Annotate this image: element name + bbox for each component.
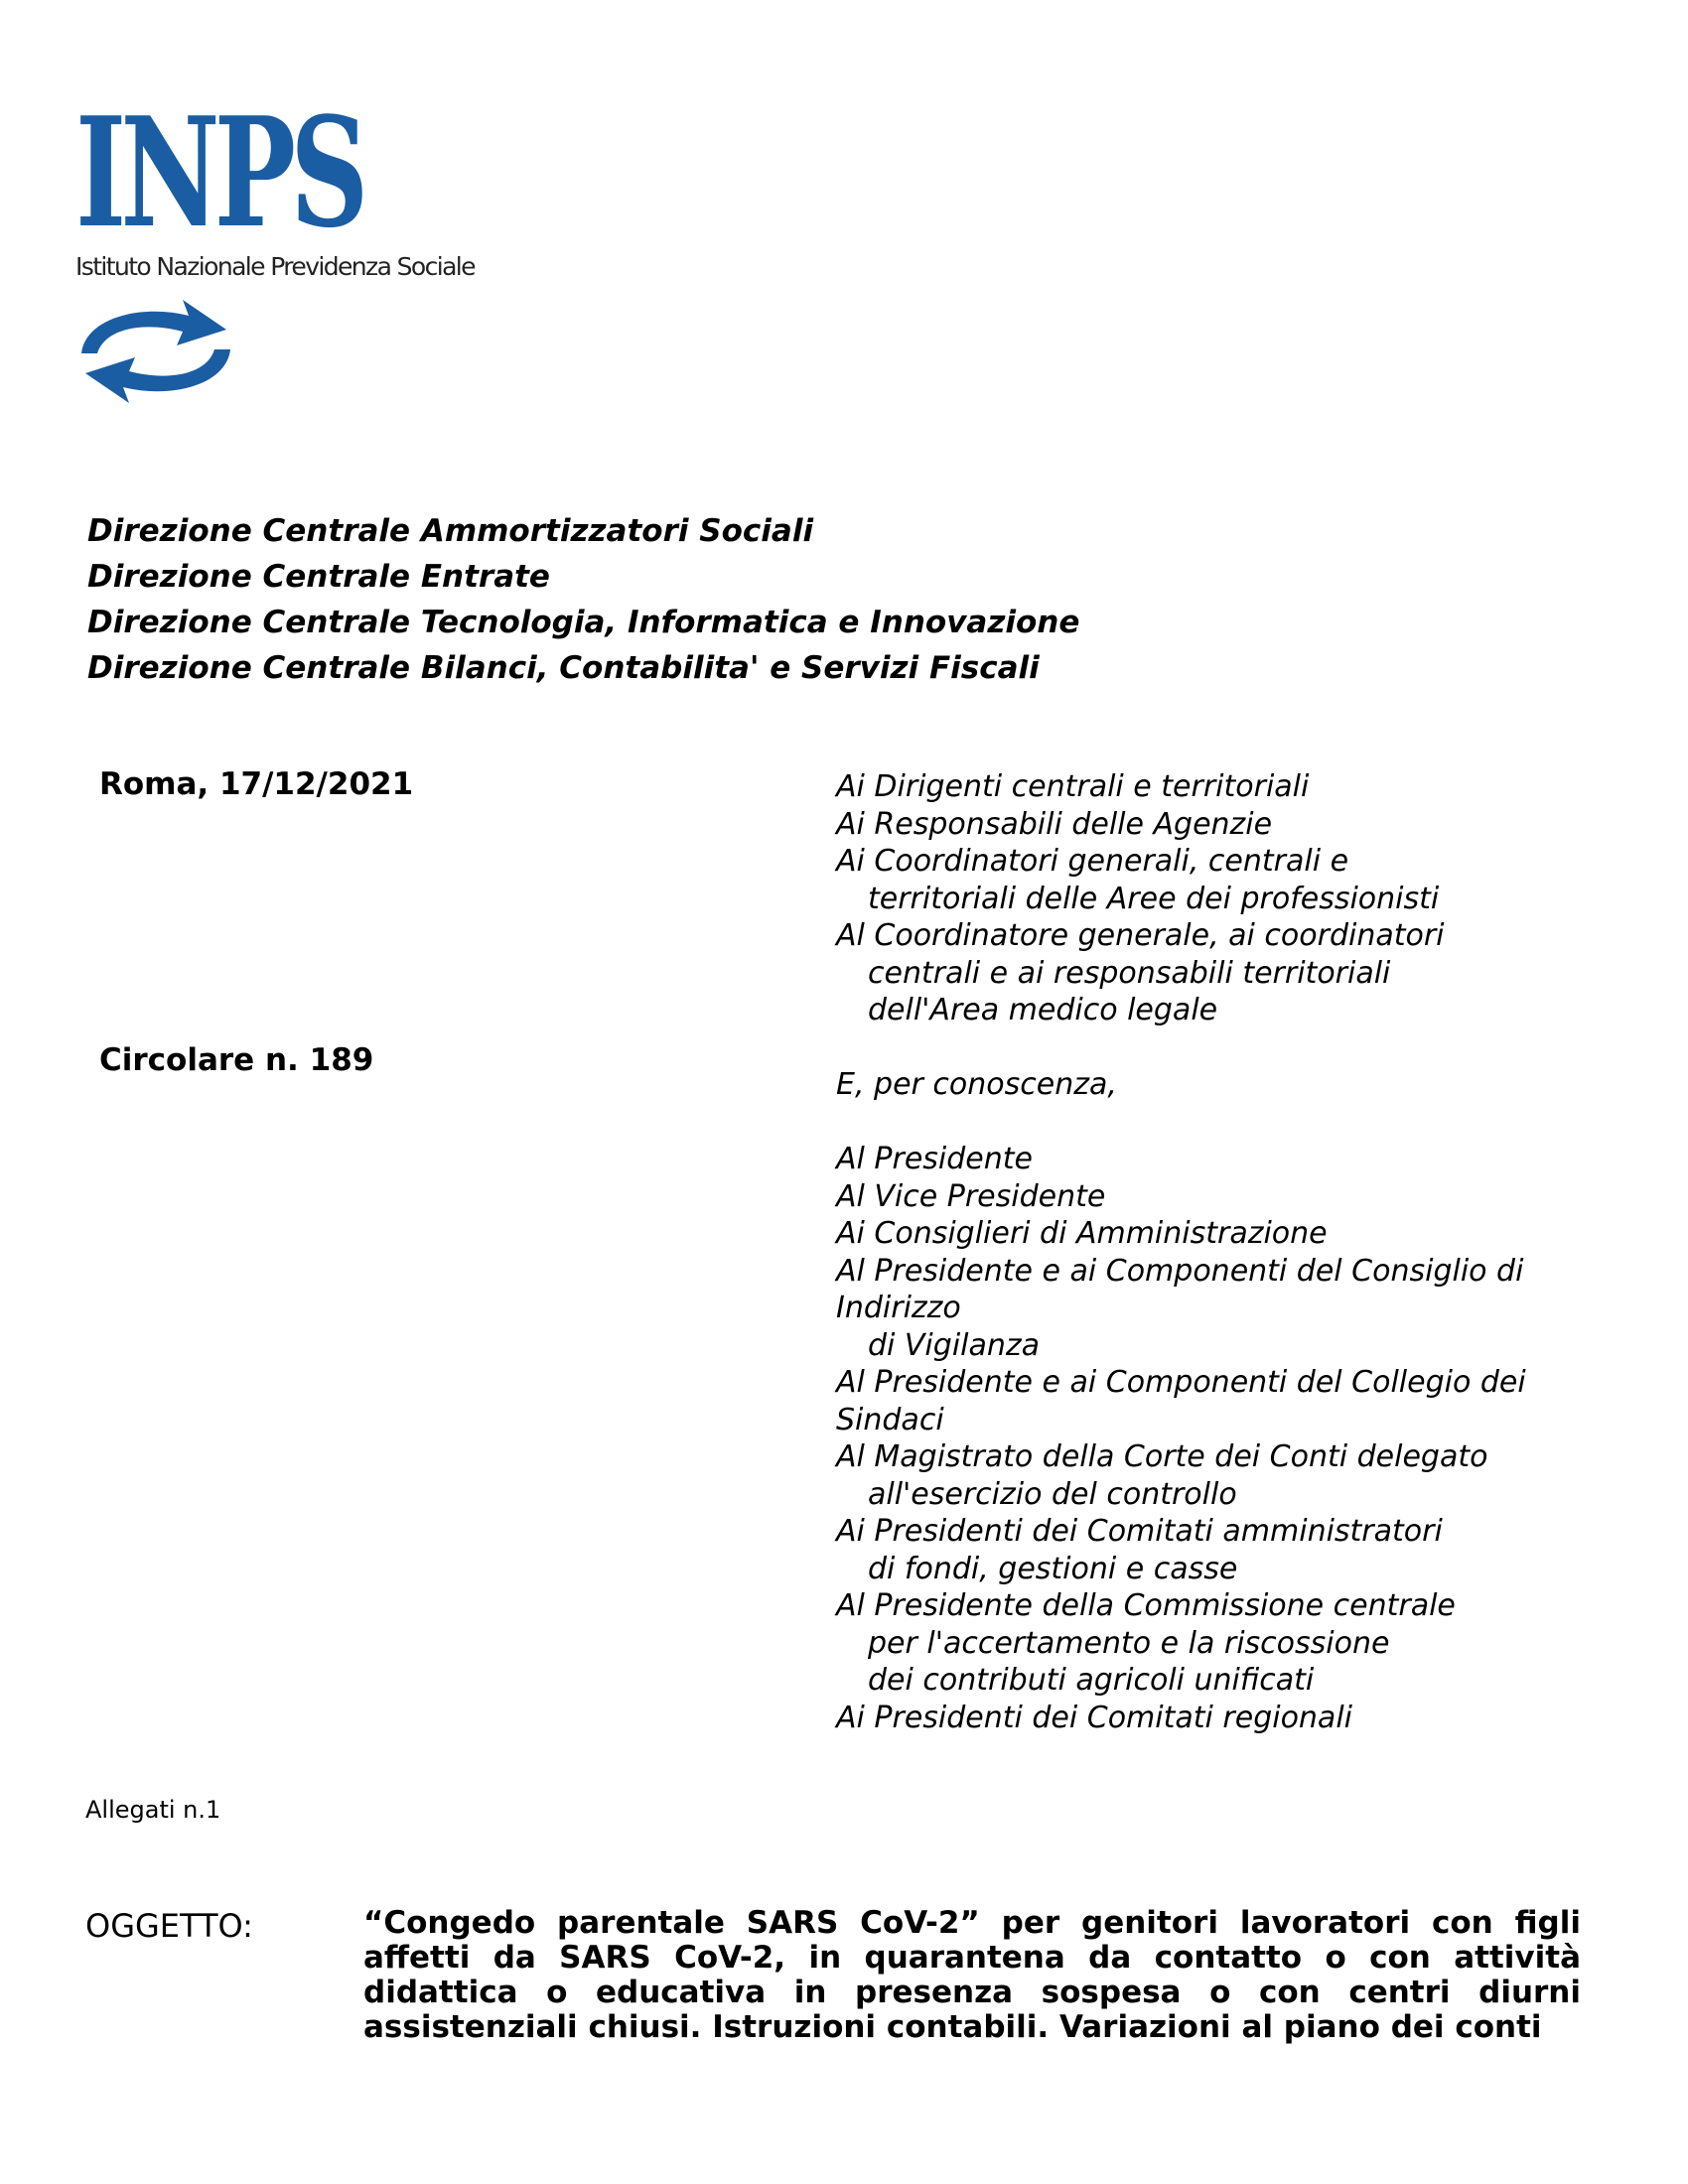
directorate-line: Direzione Centrale Bilanci, Contabilita' e Servizi Fiscali: [87, 650, 1040, 686]
directorate-line: Direzione Centrale Ammortizzatori Sociali: [87, 513, 814, 549]
directorate-line: Direzione Centrale Entrate: [87, 559, 550, 595]
recipient-line: Ai Responsabili delle Agenzie: [836, 806, 1273, 842]
logo-wordmark: INPS: [75, 83, 363, 261]
cc-recipient-line: di fondi, gestioni e casse: [868, 1551, 1238, 1586]
recipient-line: Ai Dirigenti centrali e territoriali: [836, 769, 1310, 804]
subject-text: “Congedo parentale SARS CoV-2” per genitori lavoratori con figli affetti da SARS CoV-2, in quarantena da contatto o con attività didattica o educativa in presenza sospesa o con centri diurni assistenziali chiusi. Istruzioni contabili. Variazioni al piano dei conti: [363, 1905, 1581, 2045]
recipient-line: Ai Coordinatori generali, centrali e: [836, 844, 1349, 879]
recipient-line: Al Coordinatore generale, ai coordinatori: [836, 918, 1445, 953]
cc-recipient-line: Al Presidente e ai Componenti del Collegio dei: [836, 1365, 1526, 1400]
inps-logo: [75, 83, 542, 405]
cc-label: E, per conoscenza,: [836, 1067, 1117, 1102]
cc-recipient-line: Indirizzo: [836, 1291, 961, 1325]
cc-recipient-line: all'esercizio del controllo: [868, 1476, 1237, 1512]
cc-recipient-line: Al Presidente: [836, 1142, 1033, 1176]
issuing-directorates: [87, 508, 1079, 691]
cc-recipient-line: di Vigilanza: [868, 1327, 1041, 1363]
directorate-line: Direzione Centrale Tecnologia, Informatica e Innovazione: [87, 605, 1080, 640]
cc-recipient-line: Sindaci: [836, 1402, 944, 1437]
attachments-count: Allegati n.1: [85, 1796, 221, 1824]
recipients-list: [836, 768, 1526, 1736]
cc-recipient-line: Al Vice Presidente: [836, 1178, 1106, 1214]
cc-recipient-line: dei contributi agricoli unificati: [868, 1663, 1315, 1698]
subject-label: OGGETTO:: [85, 1907, 253, 1945]
circular-arrows-icon: [62, 296, 250, 407]
recipient-line: dell'Area medico legale: [868, 993, 1218, 1027]
logo-institute-name: Istituto Nazionale Previdenza Sociale: [75, 252, 475, 281]
cc-recipient-line: per l'accertamento e la riscossione: [868, 1625, 1390, 1661]
cc-recipient-line: Ai Consiglieri di Amministrazione: [836, 1216, 1328, 1251]
document-date: Roma, 17/12/2021: [99, 766, 414, 802]
recipient-line: territoriali delle Aree dei professionisti: [868, 881, 1440, 916]
cc-recipient-line: Al Magistrato della Corte dei Conti delegato: [836, 1439, 1488, 1474]
cc-recipient-line: Ai Presidenti dei Comitati amministratori: [836, 1514, 1443, 1549]
cc-recipient-line: Al Presidente della Commissione centrale: [836, 1588, 1456, 1623]
recipient-line: centrali e ai responsabili territoriali: [868, 955, 1391, 991]
cc-recipient-line: Ai Presidenti dei Comitati regionali: [836, 1700, 1352, 1735]
circular-number: Circolare n. 189: [99, 1042, 374, 1078]
cc-recipient-line: Al Presidente e ai Componenti del Consiglio di: [836, 1253, 1524, 1289]
